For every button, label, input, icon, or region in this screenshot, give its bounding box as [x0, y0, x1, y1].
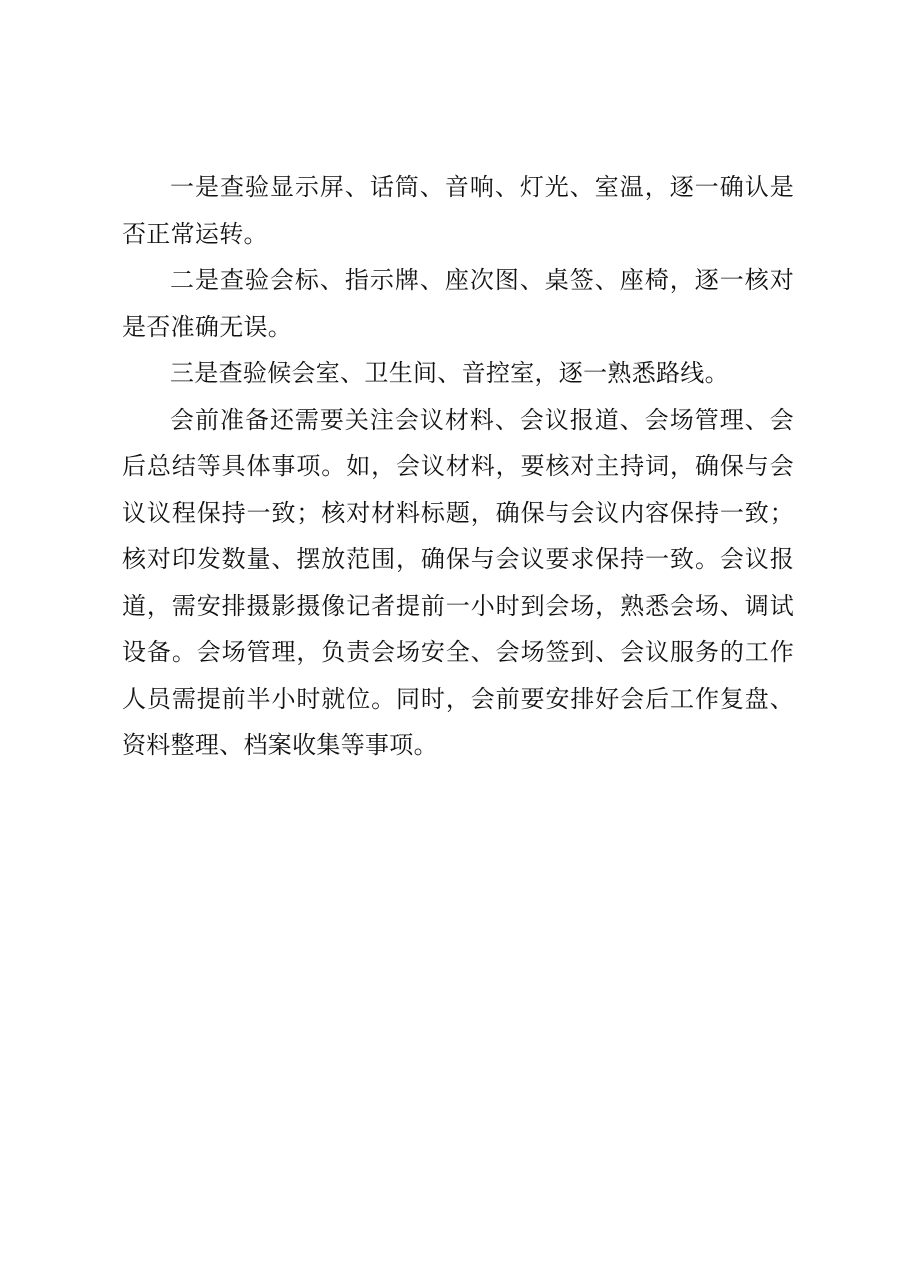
document-body — [122, 164, 794, 769]
paragraph-check-rooms: 三是查验候会室、卫生间、音控室，逐一熟悉路线。 — [170, 359, 729, 387]
paragraph-check-signage: 二是查验会标、指示牌、座次图、桌签、座椅，逐一核对是否准确无误。 — [122, 266, 794, 341]
paragraph-preparation-details: 会前准备还需要关注会议材料、会议报道、会场管理、会后总结等具体事项。如，会议材料，要核对主持词，确保与会议议程保持一致；核对材料标题，确保与会议内容保持一致；核对印发数量、摆放范围，确保与会议要求保持一致。会议报道，需安排摄影摄像记者提前一小时到会场，熟悉会场、调试设备。会场管理，负责会场安全、会场签到、会议服务的工作人员需提前半小时就位。同时，会前要安排好会后工作复盘、资料整理、档案收集等事项。 — [122, 405, 794, 759]
paragraph-check-equipment: 一是查验显示屏、话筒、音响、灯光、室温，逐一确认是否正常运转。 — [122, 173, 794, 248]
